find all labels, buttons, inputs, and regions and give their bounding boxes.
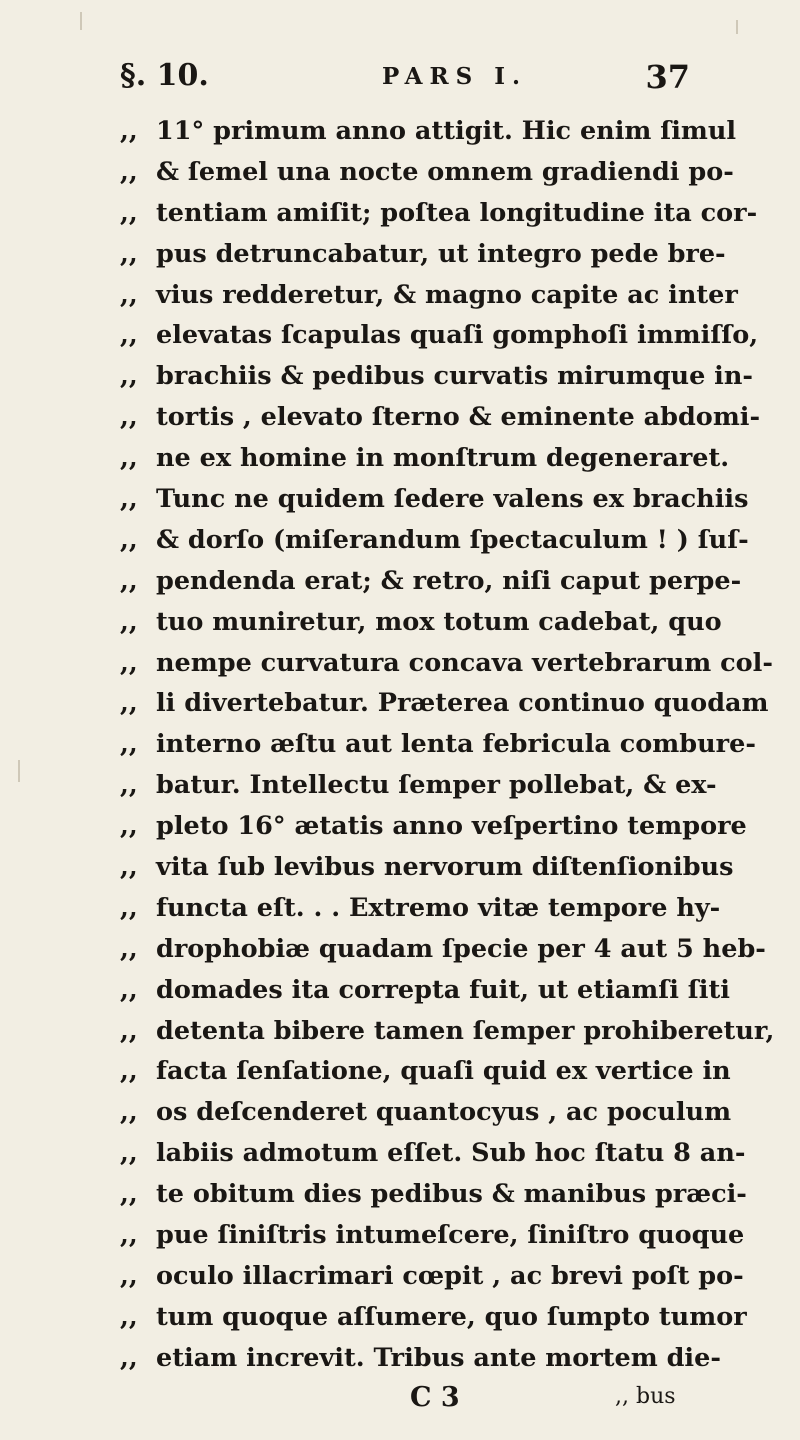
line-text: domades ita correpta fuit, ut etiamſi ſiti xyxy=(156,974,730,1005)
quote-mark: ,, xyxy=(120,320,138,351)
text-line xyxy=(120,602,722,643)
quote-mark: ,, xyxy=(120,197,138,228)
line-text: labiis admotum eſſet. Sub hoc ſtatu 8 an- xyxy=(156,1138,746,1169)
quote-mark: ,, xyxy=(120,770,138,801)
quote-mark: ,, xyxy=(120,279,138,310)
line-text: & ſemel una nocte omnem gradiendi po- xyxy=(156,156,734,187)
text-line xyxy=(120,356,753,397)
line-text: pus detruncabatur, ut integro pede bre- xyxy=(156,238,726,269)
line-text: interno æſtu aut lenta febricula combure- xyxy=(156,729,756,760)
text-line xyxy=(120,111,737,152)
line-text: li divertebatur. Præterea continuo quodam xyxy=(156,688,769,719)
line-text: 11° primum anno attigit. Hic enim ſimul xyxy=(156,116,737,146)
quote-mark: ,, xyxy=(120,688,138,719)
line-text: nempe curvatura concava vertebrarum col- xyxy=(156,647,773,678)
text-line xyxy=(120,929,766,970)
line-text: tum quoque aſſumere, quo ſumpto tumor xyxy=(156,1301,747,1332)
text-line xyxy=(120,1256,744,1297)
line-text: elevatas ſcapulas quaſi gomphoſi immiſſo, xyxy=(156,320,759,351)
line-text: oculo illacrimari cœpit , ac brevi poſt po- xyxy=(156,1260,744,1291)
line-text: tentiam amiſit; poſtea longitudine ita cor- xyxy=(156,197,758,228)
line-text: tuo muniretur, mox totum cadebat, quo xyxy=(156,606,722,637)
text-line xyxy=(120,1011,775,1052)
line-text: te obitum dies pedibus & manibus præci- xyxy=(156,1179,747,1210)
quote-mark: ,, xyxy=(120,1056,138,1087)
line-text: detenta bibere tamen ſemper prohiberetur, xyxy=(156,1015,775,1046)
quote-mark: ,, xyxy=(120,1015,138,1046)
part-title: PARS I. xyxy=(382,63,527,90)
line-text: brachiis & pedibus curvatis mirumque in- xyxy=(156,361,753,392)
quote-mark: ,, xyxy=(120,238,138,269)
line-text: batur. Intellectu ſemper pollebat, & ex- xyxy=(156,770,717,801)
text-line xyxy=(120,643,773,684)
text-line xyxy=(120,275,738,316)
quote-mark: ,, xyxy=(120,565,138,596)
text-line xyxy=(120,1051,731,1092)
quote-mark: ,, xyxy=(120,852,138,883)
line-text: pue ſiniſtris intumeſcere, ſiniſtro quoque xyxy=(156,1220,745,1251)
text-line xyxy=(120,806,747,847)
signature-mark: C 3 xyxy=(410,1382,460,1413)
quote-mark: ,, xyxy=(120,443,138,474)
quote-mark: ,, xyxy=(120,647,138,678)
line-text: Tunc ne quidem ſedere valens ex brachiis xyxy=(156,484,749,515)
quote-mark: ,, xyxy=(120,892,138,923)
text-line xyxy=(120,152,734,193)
catchword: ,, bus xyxy=(615,1384,676,1409)
line-text: tortis , elevato ſterno & eminente abdomi- xyxy=(156,402,761,433)
text-line xyxy=(120,315,759,356)
text-line xyxy=(120,970,730,1011)
quote-mark: ,, xyxy=(120,484,138,515)
text-line xyxy=(120,724,756,765)
text-line xyxy=(120,1133,746,1174)
text-line xyxy=(120,1297,747,1338)
text-line xyxy=(120,888,721,929)
line-text: pendenda erat; & retro, niſi caput perpe- xyxy=(156,565,742,596)
page-number: 37 xyxy=(645,58,690,96)
running-header xyxy=(120,58,690,98)
text-line xyxy=(120,847,734,888)
text-line xyxy=(120,1174,747,1215)
quote-mark: ,, xyxy=(120,1301,138,1332)
page-footer xyxy=(120,1382,690,1422)
quote-mark: ,, xyxy=(120,729,138,760)
quote-mark: ,, xyxy=(120,524,138,555)
quote-mark: ,, xyxy=(120,606,138,637)
line-text: functa eſt. . . Extremo vitæ tempore hy- xyxy=(156,892,721,923)
text-line xyxy=(120,438,730,479)
quote-mark: ,, xyxy=(120,116,138,146)
quote-mark: ,, xyxy=(120,974,138,1005)
text-line xyxy=(120,520,749,561)
quote-mark: ,, xyxy=(120,1097,138,1128)
paper-speck xyxy=(736,20,738,34)
line-text: facta ſenſatione, quaſi quid ex vertice in xyxy=(156,1056,731,1087)
quote-mark: ,, xyxy=(120,1138,138,1169)
quote-mark: ,, xyxy=(120,1342,138,1373)
paper-speck xyxy=(18,760,20,782)
text-line xyxy=(120,561,742,602)
section-number: §. 10. xyxy=(120,58,209,93)
quote-mark: ,, xyxy=(120,156,138,187)
quote-mark: ,, xyxy=(120,1179,138,1210)
line-text: pleto 16° ætatis anno veſpertino tempore xyxy=(156,811,747,842)
line-text: etiam increvit. Tribus ante mortem die- xyxy=(156,1342,721,1373)
text-line xyxy=(120,479,749,520)
line-text: vita ſub levibus nervorum diſtenſionibus xyxy=(156,852,734,883)
line-text: & dorſo (miſerandum ſpectaculum ! ) ſuſ- xyxy=(156,524,749,555)
paper-speck xyxy=(80,12,82,30)
quote-mark: ,, xyxy=(120,933,138,964)
text-line xyxy=(120,234,726,275)
quote-mark: ,, xyxy=(120,811,138,842)
line-text: vius redderetur, & magno capite ac inter xyxy=(156,279,738,310)
text-line xyxy=(120,683,769,724)
text-line xyxy=(120,397,761,438)
quote-mark: ,, xyxy=(120,361,138,392)
quote-mark: ,, xyxy=(120,1220,138,1251)
text-line xyxy=(120,1338,721,1379)
line-text: ne ex homine in monſtrum degeneraret. xyxy=(156,443,730,474)
text-line xyxy=(120,765,717,806)
quote-mark: ,, xyxy=(120,1260,138,1291)
quoted-text-block xyxy=(120,111,775,1379)
line-text: os deſcenderet quantocyus , ac poculum xyxy=(156,1097,732,1128)
text-line xyxy=(120,1092,732,1133)
line-text: drophobiæ quadam ſpecie per 4 aut 5 heb- xyxy=(156,933,766,964)
quote-mark: ,, xyxy=(120,402,138,433)
text-line xyxy=(120,193,758,234)
text-line xyxy=(120,1215,745,1256)
